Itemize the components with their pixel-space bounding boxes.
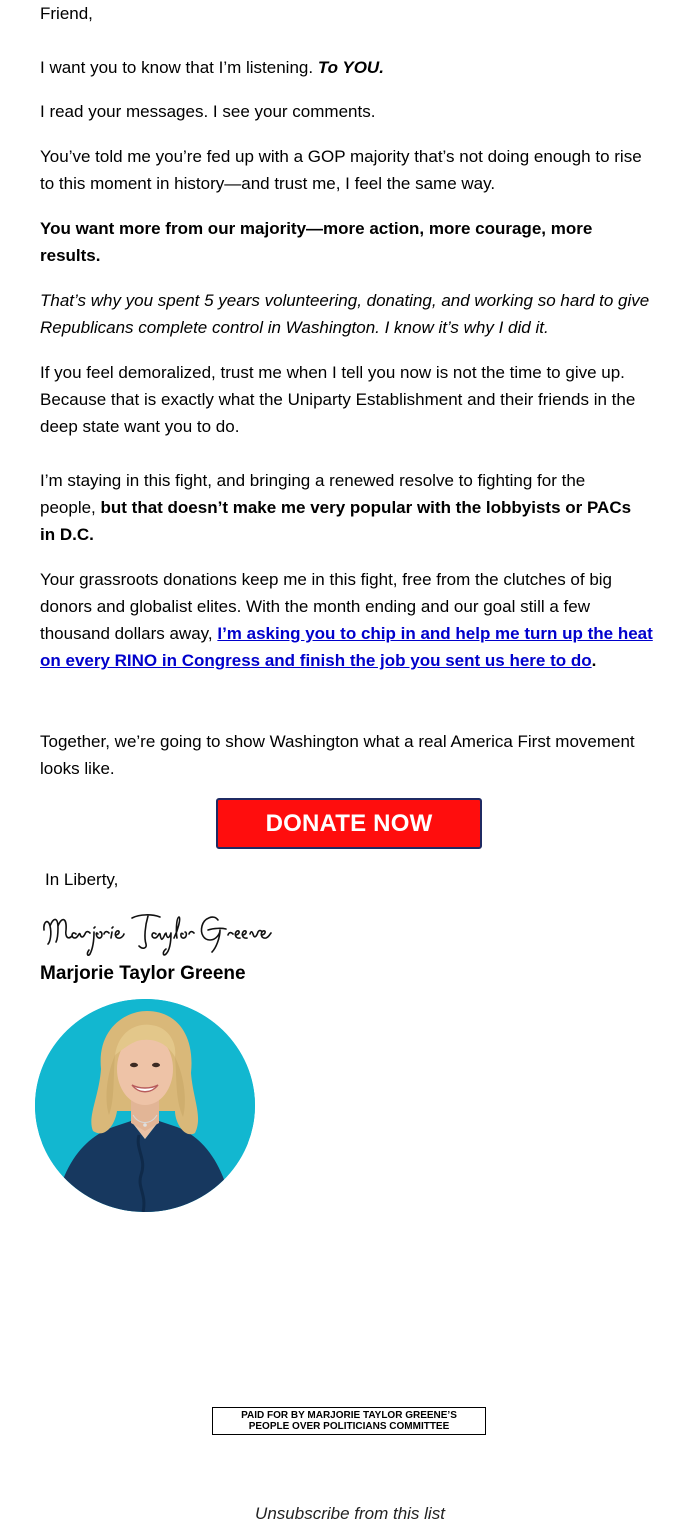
signer-name: Marjorie Taylor Greene — [40, 963, 246, 984]
paragraph-messages: I read your messages. I see your comments. — [40, 102, 376, 121]
portrait-image — [35, 999, 255, 1212]
unsubscribe-link[interactable]: Unsubscribe from this list — [255, 1504, 445, 1523]
paragraph-gop-majority: You’ve told me you’re fed up with a GOP majority that’s not doing enough to rise to this moment in history—and trust me, I feel the same way. — [40, 147, 642, 193]
paragraph-text: Your grassroots donations keep me in this fight, free from the clutches of big donors and globalist elites. With the month ending and our goal still a few thousand dollars away, — [40, 570, 613, 643]
paragraph-together: Together, we’re going to show Washington what a real America First movement looks like. — [40, 732, 635, 778]
avatar — [35, 999, 255, 1212]
bold-text: but that doesn’t make me very popular with the lobbyists or PACs in D.C. — [40, 498, 632, 544]
disclaimer-line: PEOPLE OVER POLITICIANS COMMITTEE — [248, 1421, 450, 1432]
donate-now-button[interactable]: DONATE NOW — [216, 798, 482, 849]
paragraph-want-more: You want more from our majority—more action, more courage, more results. — [40, 219, 593, 265]
handwritten-signature — [40, 904, 272, 960]
disclaimer-line: PAID FOR BY MARJORIE TAYLOR GREENE’S — [241, 1410, 457, 1421]
paragraph-demoralized: If you feel demoralized, trust me when I tell you now is not the time to give up. Because that is exactly what the Uniparty Establishment and their friends in the deep state want you to do. — [40, 363, 636, 436]
emphasis-text: To YOU. — [317, 58, 384, 77]
paragraph-text: I want you to know that I’m listening. — [40, 58, 318, 77]
paragraph-grassroots — [40, 566, 660, 674]
paragraph-staying-in-fight — [40, 467, 640, 548]
paragraph-period: . — [591, 651, 597, 670]
paragraph-listening — [40, 54, 660, 81]
greeting: Friend, — [40, 4, 93, 23]
signoff: In Liberty, — [45, 870, 119, 889]
paid-for-disclaimer — [212, 1407, 486, 1435]
paragraph-volunteering: That’s why you spent 5 years volunteering, donating, and working so hard to give Republicans complete control in Washington. I know it’s why I did it. — [40, 291, 650, 337]
chip-in-link[interactable]: I’m asking you to chip in and help me turn up the heat on every RINO in Congress and finish the job you sent us here to do — [40, 624, 653, 670]
paragraph-text: I’m staying in this fight, and bringing a renewed resolve to fighting for the people, — [40, 471, 586, 517]
